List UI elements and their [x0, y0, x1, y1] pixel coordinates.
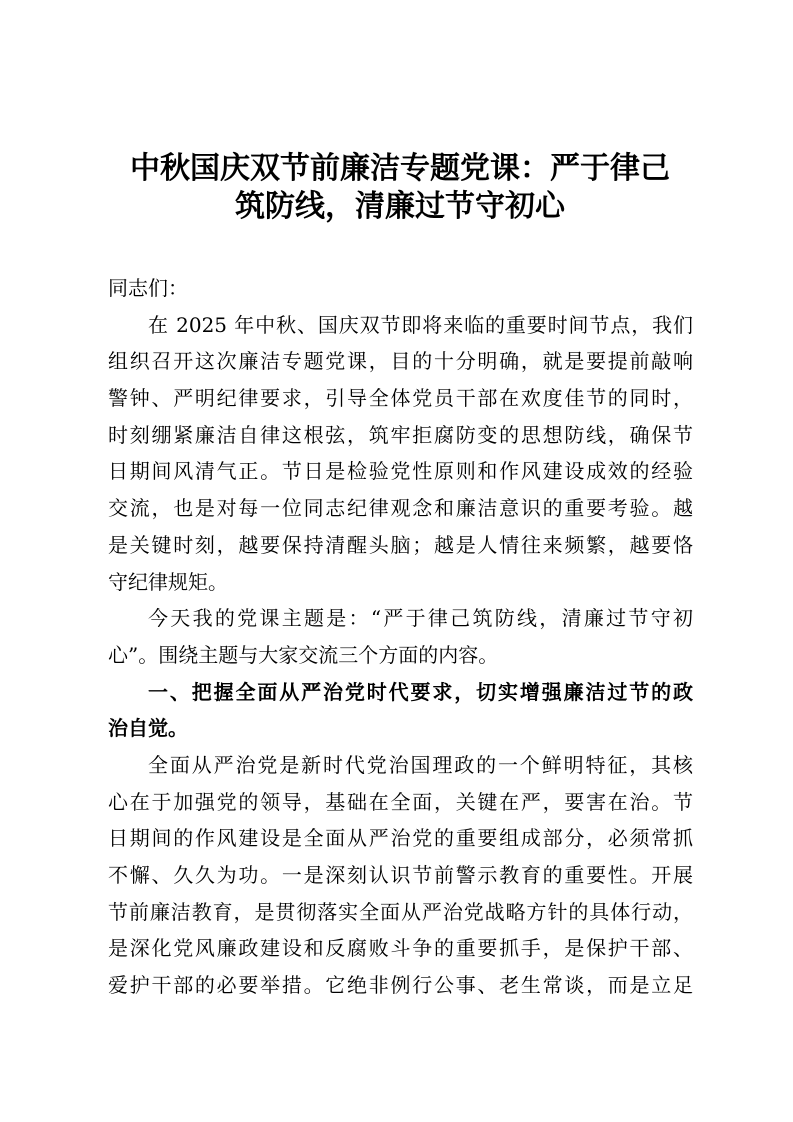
text-line: 组织召开这次廉洁专题党课，目的十分明确，就是要提前敲响	[108, 349, 693, 374]
document-title	[100, 150, 700, 226]
text-line: 交流，也是对每一位同志纪律观念和廉洁意识的重要考验。越	[108, 496, 693, 521]
title-line-2: 筑防线，清廉过节守初心	[235, 189, 565, 224]
text-line: 今天我的党课主题是：“严于律己筑防线，清廉过节守初	[148, 606, 693, 631]
title-line-1: 中秋国庆双节前廉洁专题党课：严于律己	[130, 151, 670, 186]
paragraph	[108, 747, 693, 1004]
text-line: 警钟、严明纪律要求，引导全体党员干部在欢度佳节的同时，	[108, 386, 693, 411]
text-line: 时刻绷紧廉洁自律这根弦，筑牢拒腐防变的思想防线，确保节	[108, 422, 693, 447]
section-heading	[108, 674, 693, 747]
text-line: 心在于加强党的领导，基础在全面，关键在严，要害在治。节	[108, 789, 693, 814]
text-line: 爱护干部的必要举措。它绝非例行公事、老生常谈，而是立足	[108, 973, 693, 998]
text-line: 守纪律规矩。	[108, 569, 228, 594]
paragraph	[108, 307, 693, 601]
document-body	[108, 270, 693, 1004]
text-line: 日期间的作风建设是全面从严治党的重要组成部分，必须常抓	[108, 826, 693, 851]
text-line: 在 2025 年中秋、国庆双节即将来临的重要时间节点，我们	[148, 312, 693, 337]
text-line: 治自觉。	[108, 716, 188, 741]
text-line: 日期间风清气正。节日是检验党性原则和作风建设成效的经验	[108, 459, 693, 484]
text-line: 是关键时刻，越要保持清醒头脑；越是人情往来频繁，越要恪	[108, 532, 693, 557]
text-line: 节前廉洁教育，是贯彻落实全面从严治党战略方针的具体行动，	[108, 899, 693, 924]
paragraph	[108, 600, 693, 673]
text-line: 一、把握全面从严治党时代要求，切实增强廉洁过节的政	[148, 679, 693, 704]
text-line: 不懈、久久为功。一是深刻认识节前警示教育的重要性。开展	[108, 863, 693, 887]
text-line: 是深化党风廉政建设和反腐败斗争的重要抓手，是保护干部、	[108, 936, 693, 961]
salutation: 同志们：	[108, 276, 188, 300]
text-line: 心”。围绕主题与大家交流三个方面的内容。	[108, 642, 499, 667]
text-line: 全面从严治党是新时代党治国理政的一个鲜明特征，其核	[148, 752, 693, 777]
